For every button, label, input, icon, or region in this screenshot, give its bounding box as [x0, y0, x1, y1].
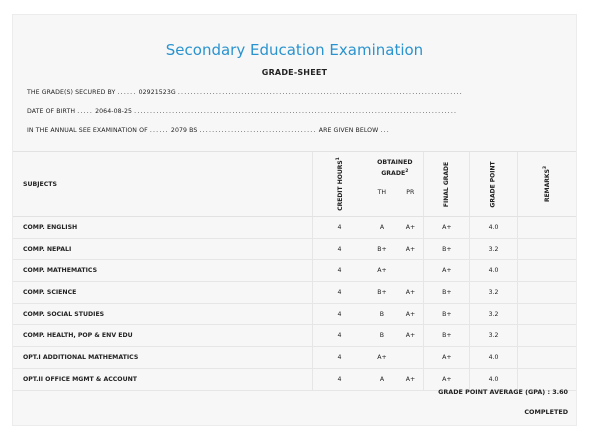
table-row: [13, 217, 576, 239]
obtained-grade-header: OBTAINED GRADE$^2$ TH PR: [366, 152, 424, 217]
table-row: [13, 347, 576, 369]
credit-cell: 4: [312, 217, 366, 239]
th-grade-cell: B: [366, 303, 397, 325]
pr-grade-cell: A+: [398, 282, 424, 304]
table-row: [13, 282, 576, 304]
grade-sheet: [12, 14, 577, 426]
final-grade-cell: B+: [424, 238, 470, 260]
dob-label: DATE OF BIRTH: [27, 108, 76, 115]
remarks-cell: [517, 325, 576, 347]
pr-grade-cell: A+: [398, 368, 424, 390]
credit-cell: 4: [312, 347, 366, 369]
grade-point-cell: 3.2: [470, 325, 517, 347]
credit-cell: 4: [312, 260, 366, 282]
gpa-summary: GRADE POINT AVERAGE (GPA) : 3.60: [438, 388, 568, 396]
final-grade-header: FINAL GRADE: [424, 152, 470, 217]
remarks-cell: [517, 282, 576, 304]
exam-suffix: ARE GIVEN BELOW: [318, 127, 379, 134]
th-grade-cell: A: [366, 368, 397, 390]
subject-cell: COMP. ENGLISH: [13, 217, 312, 239]
exam-year: 2079 BS: [170, 127, 198, 134]
dob-line: DATE OF BIRTH ..... 2064-08-25 ......................................................................................................: [27, 108, 458, 115]
table-row: [13, 260, 576, 282]
remarks-header: REMARKS$^3$: [517, 152, 576, 217]
result-status: COMPLETED: [524, 408, 568, 416]
th-grade-cell: B: [366, 325, 397, 347]
remarks-cell: [517, 260, 576, 282]
pr-grade-cell: A+: [398, 238, 424, 260]
table-row: [13, 368, 576, 390]
th-grade-cell: A: [366, 217, 397, 239]
credit-cell: 4: [312, 368, 366, 390]
sheet-subtitle: GRADE-SHEET: [261, 68, 328, 77]
remarks-cell: [517, 238, 576, 260]
th-grade-cell: A+: [366, 347, 397, 369]
table-header-row: [13, 152, 576, 217]
th-grade-cell: B+: [366, 238, 397, 260]
subject-cell: COMP. SOCIAL STUDIES: [13, 303, 312, 325]
pr-grade-cell: [398, 347, 424, 369]
grades-table: [13, 152, 576, 391]
grade-point-cell: 3.2: [470, 238, 517, 260]
table-row: [13, 325, 576, 347]
final-grade-cell: A+: [424, 347, 470, 369]
remarks-cell: [517, 303, 576, 325]
table-row: [13, 238, 576, 260]
subject-cell: COMP. MATHEMATICS: [13, 260, 312, 282]
pr-grade-cell: [398, 260, 424, 282]
pr-header: PR: [406, 189, 415, 197]
final-grade-cell: B+: [424, 282, 470, 304]
exam-line: IN THE ANNUAL SEE EXAMINATION OF ...... 2079 BS ..................................... ARE GIVEN BELOW ...: [27, 127, 390, 134]
th-grade-cell: B+: [366, 282, 397, 304]
subjects-header: SUBJECTS: [13, 152, 312, 217]
dob-value: 2064-08-25: [95, 108, 133, 115]
subject-cell: OPT.I ADDITIONAL MATHEMATICS: [13, 347, 312, 369]
th-grade-cell: A+: [366, 260, 397, 282]
credit-cell: 4: [312, 303, 366, 325]
remarks-cell: [517, 347, 576, 369]
credit-header: CREDIT HOURS$^1$: [312, 152, 366, 217]
subject-cell: COMP. HEALTH, POP & ENV EDU: [13, 325, 312, 347]
final-grade-cell: A+: [424, 260, 470, 282]
grade-point-cell: 4.0: [470, 347, 517, 369]
grade-point-cell: 4.0: [470, 260, 517, 282]
final-grade-cell: B+: [424, 325, 470, 347]
pr-grade-cell: A+: [398, 325, 424, 347]
th-header: TH: [377, 189, 387, 197]
pr-grade-cell: A+: [398, 303, 424, 325]
grade-point-cell: 4.0: [470, 217, 517, 239]
symbol-number: 02921523G: [138, 89, 176, 96]
grade-point-cell: 3.2: [470, 303, 517, 325]
exam-label: IN THE ANNUAL SEE EXAMINATION OF: [27, 127, 148, 134]
remarks-cell: [517, 368, 576, 390]
exam-title: Secondary Education Examination: [165, 41, 424, 59]
grade-point-cell: 3.2: [470, 282, 517, 304]
subject-cell: OPT.II OFFICE MGMT & ACCOUNT: [13, 368, 312, 390]
secured-by-line: THE GRADE(S) SECURED BY ...... 02921523G ..........................................................................................: [27, 89, 463, 96]
grade-point-cell: 4.0: [470, 368, 517, 390]
grade-point-header: GRADE POINT: [470, 152, 517, 217]
remarks-cell: [517, 217, 576, 239]
credit-cell: 4: [312, 282, 366, 304]
grade-rows: [13, 217, 576, 391]
secured-by-label: THE GRADE(S) SECURED BY: [27, 89, 116, 96]
credit-cell: 4: [312, 238, 366, 260]
table-row: [13, 303, 576, 325]
final-grade-cell: A+: [424, 217, 470, 239]
subject-cell: COMP. NEPALI: [13, 238, 312, 260]
final-grade-cell: A+: [424, 368, 470, 390]
pr-grade-cell: A+: [398, 217, 424, 239]
final-grade-cell: B+: [424, 303, 470, 325]
credit-cell: 4: [312, 325, 366, 347]
subject-cell: COMP. SCIENCE: [13, 282, 312, 304]
